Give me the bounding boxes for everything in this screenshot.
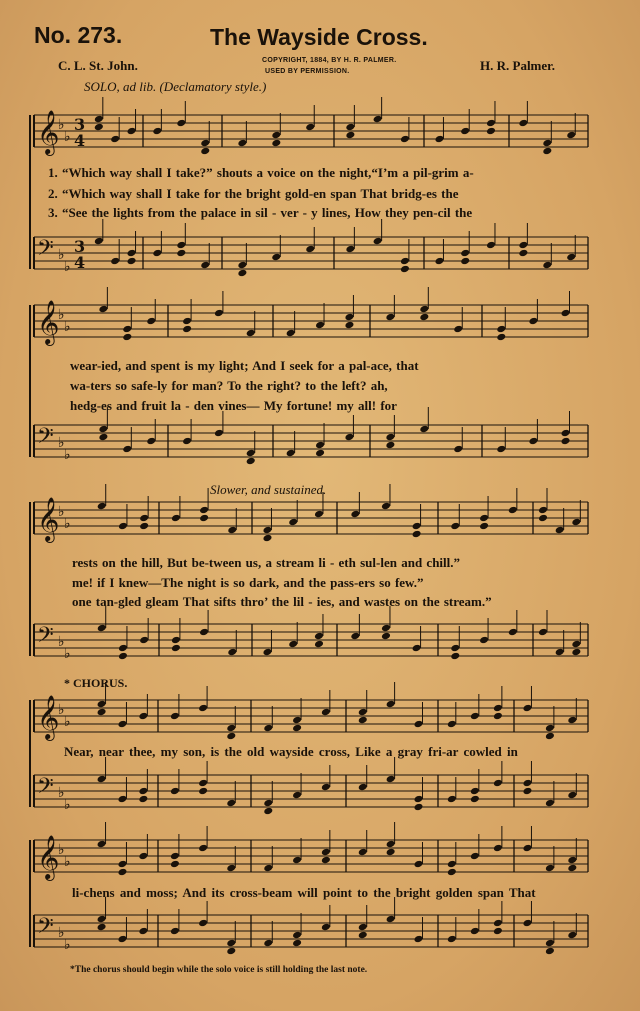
notehead — [447, 795, 457, 804]
treble-clef: 𝄞 — [37, 497, 60, 541]
notehead — [200, 147, 210, 156]
notehead — [400, 257, 410, 266]
notehead — [171, 514, 181, 523]
notehead — [271, 139, 281, 148]
notehead — [199, 506, 209, 515]
notehead — [522, 779, 532, 788]
notehead — [496, 325, 506, 334]
notehead — [358, 848, 368, 857]
notehead — [522, 844, 532, 853]
notehead — [117, 935, 127, 944]
notehead — [199, 628, 209, 637]
notehead — [344, 313, 354, 322]
flat-sign: ♭ — [64, 797, 71, 813]
time-sig-top: 3 — [74, 115, 86, 134]
chorus-line1: Near, near thee, my son, is the old wayside cross, Like a gray fri-ar cowled in — [64, 744, 518, 759]
flat-sign: ♭ — [64, 129, 71, 145]
notehead — [117, 868, 127, 877]
notehead — [314, 632, 324, 641]
notehead — [385, 441, 395, 450]
notehead — [496, 333, 506, 342]
verse2-line2: wa-ters so safe-ly for man? To the right? to the left? ah, — [70, 378, 388, 393]
notehead — [496, 445, 506, 454]
tempo-direction: Slower, and sustained. — [210, 482, 327, 497]
notehead — [450, 644, 460, 653]
notehead — [170, 852, 180, 861]
notehead — [528, 437, 538, 446]
notehead — [127, 257, 137, 266]
notehead — [198, 704, 208, 713]
notehead — [182, 437, 192, 446]
notehead — [122, 325, 132, 334]
notehead — [117, 720, 127, 729]
notehead — [315, 449, 325, 458]
notehead — [381, 632, 391, 641]
composer-credit: H. R. Palmer. — [480, 58, 555, 73]
notehead — [386, 848, 396, 857]
notehead — [138, 712, 148, 721]
notehead — [292, 939, 302, 948]
notehead — [555, 648, 565, 657]
notehead — [350, 510, 360, 519]
notehead — [561, 309, 571, 318]
notehead — [561, 429, 571, 438]
notehead — [567, 856, 577, 865]
notehead — [419, 305, 429, 314]
notehead — [292, 724, 302, 733]
notehead — [567, 864, 577, 873]
verse3-line2: hedg-es and fruit la - den vines— My fortune! my all! for — [70, 398, 397, 413]
notehead — [315, 321, 325, 330]
notehead — [292, 931, 302, 940]
notehead — [545, 732, 555, 741]
notehead — [262, 534, 272, 543]
notehead — [182, 325, 192, 334]
notehead — [486, 241, 496, 250]
notehead — [146, 437, 156, 446]
notehead — [110, 135, 120, 144]
notehead — [419, 313, 429, 322]
notehead — [460, 249, 470, 258]
notehead — [271, 253, 281, 262]
verse2-line1: 2. “Which way shall I take for the bright gold-en span That bridg-es the — [48, 186, 459, 201]
notehead — [571, 648, 581, 657]
notehead — [518, 119, 528, 128]
notehead — [419, 425, 429, 434]
notehead — [567, 716, 577, 725]
notehead — [493, 919, 503, 928]
notehead — [152, 127, 162, 136]
notehead — [170, 787, 180, 796]
notehead — [97, 923, 107, 932]
notehead — [98, 305, 108, 314]
notehead — [453, 445, 463, 454]
flat-sign: ♭ — [58, 702, 65, 718]
notehead — [486, 127, 496, 136]
notehead — [314, 510, 324, 519]
notehead — [358, 923, 368, 932]
notehead — [321, 848, 331, 857]
notehead — [386, 840, 396, 849]
notehead — [518, 241, 528, 250]
notehead — [447, 720, 457, 729]
notehead — [176, 249, 186, 258]
notehead — [571, 640, 581, 649]
notehead — [305, 245, 315, 254]
notehead — [263, 864, 273, 873]
notehead — [566, 253, 576, 262]
notehead — [139, 522, 149, 531]
notehead — [385, 433, 395, 442]
verse3-line1: 3. “See the lights from the palace in sil - ver - y lines, How they pen-cil the — [48, 205, 473, 220]
notehead — [315, 441, 325, 450]
notehead — [171, 636, 181, 645]
notehead — [198, 787, 208, 796]
notehead — [545, 947, 555, 956]
flat-sign: ♭ — [58, 634, 65, 650]
notehead — [226, 939, 236, 948]
notehead — [385, 313, 395, 322]
notehead — [227, 526, 237, 535]
notehead — [479, 636, 489, 645]
notehead — [286, 329, 296, 338]
flat-sign: ♭ — [64, 714, 71, 730]
notehead — [350, 632, 360, 641]
notehead — [470, 787, 480, 796]
notehead — [447, 860, 457, 869]
notehead — [97, 624, 107, 633]
notehead — [97, 915, 107, 924]
notehead — [98, 425, 108, 434]
notehead — [479, 522, 489, 531]
bass-clef: 𝄢 — [37, 236, 54, 266]
notehead — [373, 237, 383, 246]
notehead — [412, 522, 422, 531]
notehead — [292, 856, 302, 865]
notehead — [400, 265, 410, 274]
notehead — [292, 791, 302, 800]
notehead — [97, 700, 107, 709]
notehead — [508, 506, 518, 515]
notehead — [542, 261, 552, 270]
bass-clef: 𝄢 — [37, 623, 54, 653]
notehead — [127, 249, 137, 258]
notehead — [567, 791, 577, 800]
notehead — [226, 864, 236, 873]
notehead — [138, 795, 148, 804]
notehead — [97, 775, 107, 784]
flat-sign: ♭ — [58, 842, 65, 858]
solo-direction: SOLO, ad lib. (Declamatory style.) — [84, 79, 267, 94]
notehead — [118, 652, 128, 661]
copyright-line: COPYRIGHT, 1884, BY H. R. PALMER. — [262, 57, 397, 64]
notehead — [198, 779, 208, 788]
notehead — [542, 147, 552, 156]
notehead — [171, 644, 181, 653]
permission-line: USED BY PERMISSION. — [265, 68, 350, 75]
notehead — [386, 775, 396, 784]
notehead — [345, 123, 355, 132]
notehead — [493, 927, 503, 936]
notehead — [122, 445, 132, 454]
notehead — [263, 799, 273, 808]
flat-sign: ♭ — [58, 504, 65, 520]
flat-sign: ♭ — [64, 937, 71, 953]
footnote: *The chorus should begin while the solo voice is still holding the last note. — [70, 965, 368, 975]
notehead — [97, 708, 107, 717]
flat-sign: ♭ — [58, 785, 65, 801]
notehead — [200, 139, 210, 148]
notehead — [522, 919, 532, 928]
notehead — [386, 700, 396, 709]
flat-sign: ♭ — [64, 646, 71, 662]
notehead — [321, 708, 331, 717]
notehead — [263, 939, 273, 948]
notehead — [414, 795, 424, 804]
notehead — [538, 506, 548, 515]
notehead — [176, 241, 186, 250]
notehead — [139, 636, 149, 645]
verse1-line3: rests on the hill, But be-tween us, a stream li - eth sul-len and chill.” — [72, 555, 461, 570]
notehead — [493, 704, 503, 713]
treble-clef: 𝄞 — [37, 835, 60, 879]
notehead — [117, 795, 127, 804]
notehead — [542, 139, 552, 148]
notehead — [94, 115, 104, 124]
notehead — [110, 257, 120, 266]
notehead — [538, 628, 548, 637]
notehead — [358, 708, 368, 717]
notehead — [345, 245, 355, 254]
flat-sign: ♭ — [64, 259, 71, 275]
treble-clef: 𝄞 — [37, 695, 60, 739]
bass-clef: 𝄢 — [37, 774, 54, 804]
notehead — [522, 787, 532, 796]
hymn-number: No. 273. — [34, 22, 123, 48]
notehead — [246, 457, 256, 466]
notehead — [237, 269, 247, 278]
notehead — [479, 514, 489, 523]
notehead — [288, 518, 298, 527]
notehead — [486, 119, 496, 128]
notehead — [545, 939, 555, 948]
notehead — [146, 317, 156, 326]
notehead — [358, 783, 368, 792]
notehead — [508, 628, 518, 637]
notehead — [412, 644, 422, 653]
notehead — [414, 720, 424, 729]
treble-clef: 𝄞 — [37, 110, 60, 154]
notehead — [118, 644, 128, 653]
notehead — [470, 712, 480, 721]
notehead — [226, 724, 236, 733]
notehead — [246, 329, 256, 338]
notehead — [373, 115, 383, 124]
notehead — [414, 803, 424, 812]
notehead — [138, 852, 148, 861]
notehead — [460, 257, 470, 266]
notehead — [170, 927, 180, 936]
notehead — [450, 652, 460, 661]
notehead — [262, 526, 272, 535]
notehead — [138, 927, 148, 936]
notehead — [434, 135, 444, 144]
notehead — [152, 249, 162, 258]
notehead — [414, 860, 424, 869]
notehead — [545, 864, 555, 873]
notehead — [305, 123, 315, 132]
notehead — [98, 433, 108, 442]
verse1-line2: wear-ied, and spent is my light; And I seek for a pal-ace, that — [70, 358, 419, 373]
flat-sign: ♭ — [64, 319, 71, 335]
notehead — [321, 783, 331, 792]
chorus-line2: li-chens and moss; And its cross-beam will point to the bright golden span That — [72, 885, 536, 900]
notehead — [237, 261, 247, 270]
notehead — [214, 429, 224, 438]
flat-sign: ♭ — [58, 307, 65, 323]
bass-clef: 𝄢 — [37, 914, 54, 944]
notehead — [470, 852, 480, 861]
author-credit: C. L. St. John. — [58, 58, 138, 73]
notehead — [321, 856, 331, 865]
notehead — [226, 947, 236, 956]
notehead — [566, 131, 576, 140]
notehead — [555, 526, 565, 535]
notehead — [447, 935, 457, 944]
hymn-title: The Wayside Cross. — [210, 24, 428, 50]
notehead — [493, 844, 503, 853]
notehead — [227, 648, 237, 657]
notehead — [198, 919, 208, 928]
notehead — [271, 131, 281, 140]
notehead — [198, 844, 208, 853]
flat-sign: ♭ — [58, 117, 65, 133]
notehead — [263, 724, 273, 733]
notehead — [434, 257, 444, 266]
notehead — [292, 716, 302, 725]
notehead — [345, 131, 355, 140]
verse3-line3: one tan-gled gleam That sifts thro’ the lil - ies, and wastes on the stream.” — [72, 594, 492, 609]
flat-sign: ♭ — [58, 247, 65, 263]
notehead — [545, 799, 555, 808]
notehead — [117, 860, 127, 869]
flat-sign: ♭ — [64, 447, 71, 463]
notehead — [386, 915, 396, 924]
notehead — [538, 514, 548, 523]
notehead — [344, 321, 354, 330]
notehead — [561, 437, 571, 446]
notehead — [470, 927, 480, 936]
notehead — [381, 624, 391, 633]
notehead — [226, 799, 236, 808]
time-sig-bottom: 4 — [74, 131, 86, 150]
notehead — [528, 317, 538, 326]
notehead — [237, 139, 247, 148]
notehead — [470, 795, 480, 804]
notehead — [176, 119, 186, 128]
notehead — [199, 514, 209, 523]
notehead — [447, 868, 457, 877]
notehead — [139, 514, 149, 523]
notehead — [493, 779, 503, 788]
notehead — [286, 449, 296, 458]
notehead — [262, 648, 272, 657]
notehead — [400, 135, 410, 144]
notehead — [94, 237, 104, 246]
notehead — [381, 502, 391, 511]
notehead — [567, 931, 577, 940]
notehead — [453, 325, 463, 334]
notehead — [170, 712, 180, 721]
notehead — [344, 433, 354, 442]
notehead — [226, 732, 236, 741]
notehead — [263, 807, 273, 816]
notehead — [493, 712, 503, 721]
flat-sign: ♭ — [58, 435, 65, 451]
notehead — [321, 923, 331, 932]
notehead — [358, 931, 368, 940]
chorus-label: * CHORUS. — [64, 676, 128, 690]
notehead — [118, 522, 128, 531]
notehead — [182, 317, 192, 326]
notehead — [414, 935, 424, 944]
notehead — [122, 333, 132, 342]
notehead — [246, 449, 256, 458]
notehead — [214, 309, 224, 318]
flat-sign: ♭ — [64, 854, 71, 870]
verse1-line1: 1. “Which way shall I take?” shouts a voice on the night,“I’m a pil-grim a- — [48, 165, 474, 180]
flat-sign: ♭ — [58, 925, 65, 941]
notehead — [288, 640, 298, 649]
notehead — [518, 249, 528, 258]
notehead — [138, 787, 148, 796]
flat-sign: ♭ — [64, 516, 71, 532]
notehead — [571, 518, 581, 527]
notehead — [450, 522, 460, 531]
notehead — [170, 860, 180, 869]
notehead — [127, 127, 137, 136]
notehead — [97, 840, 107, 849]
time-sig-bottom: 4 — [74, 253, 86, 272]
notehead — [314, 640, 324, 649]
notehead — [412, 530, 422, 539]
notehead — [460, 127, 470, 136]
bass-clef: 𝄢 — [37, 424, 54, 454]
notehead — [94, 123, 104, 132]
verse2-line3: me! if I knew—The night is so dark, and the pass-ers so few.” — [72, 575, 424, 590]
notehead — [545, 724, 555, 733]
treble-clef: 𝄞 — [37, 300, 60, 344]
notehead — [97, 502, 107, 511]
notehead — [358, 716, 368, 725]
notehead — [522, 704, 532, 713]
notehead — [200, 261, 210, 270]
time-sig-top: 3 — [74, 237, 86, 256]
